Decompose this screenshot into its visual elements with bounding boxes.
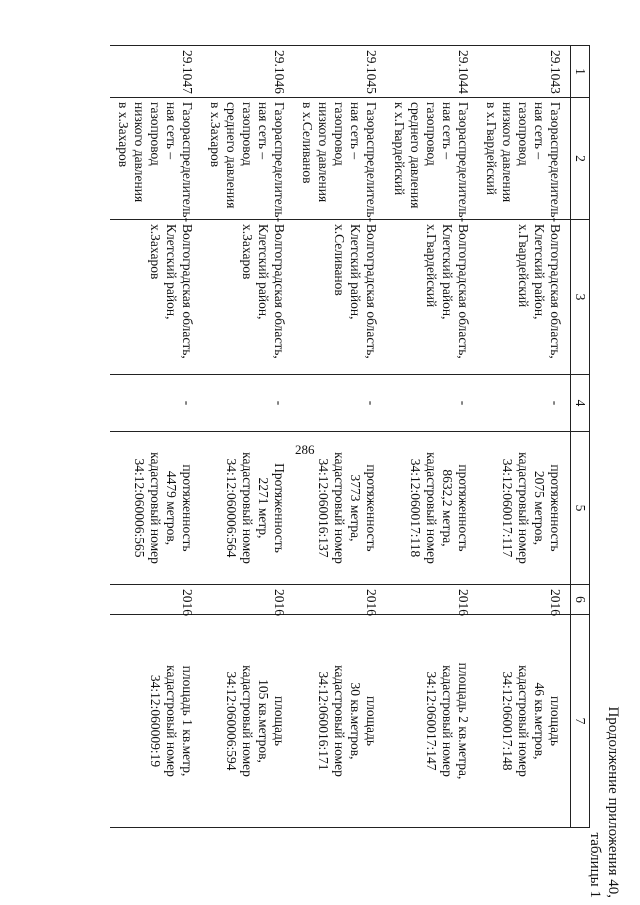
row-year: 2016 bbox=[387, 585, 479, 615]
table-row bbox=[479, 46, 571, 828]
row-length: протяженность 3773 метра, кадастровый номер 34:12:060016:137 bbox=[295, 432, 387, 585]
row-name: Газораспределитель- ная сеть – газопровод низкого давления в х.Захаров bbox=[111, 98, 203, 220]
row-year: 2016 bbox=[111, 585, 203, 615]
row-id: 29.1047 bbox=[111, 46, 203, 98]
header-col-6: 6 bbox=[571, 585, 590, 615]
row-length: протяженность 4479 метров, кадастровый номер 34:12:060006:565 bbox=[111, 432, 203, 585]
row-col4: - bbox=[111, 375, 203, 432]
row-address: Волгоградская область, Клетский район, х.Селиванов bbox=[295, 220, 387, 375]
row-address: Волгоградская область, Клетский район, х.Гвардейский bbox=[387, 220, 479, 375]
header-col-2: 2 bbox=[571, 98, 590, 220]
table-row bbox=[295, 46, 387, 828]
row-area: площадь 1 кв.метр, кадастровый номер 34:12:060009:19 bbox=[111, 615, 203, 828]
row-id: 29.1046 bbox=[203, 46, 295, 98]
table-row bbox=[111, 46, 203, 828]
row-area: площадь 46 кв.метров, кадастровый номер 34:12:060017:148 bbox=[479, 615, 571, 828]
row-id: 29.1043 bbox=[479, 46, 571, 98]
row-name: Газораспределитель- ная сеть – газопровод низкого давления в х.Селиванов bbox=[295, 98, 387, 220]
row-length: протяженность 8632,2 метра, кадастровый номер 34:12:060017:118 bbox=[387, 432, 479, 585]
table-caption: Продолжение приложения 40, таблицы 1 bbox=[587, 706, 621, 898]
row-address: Волгоградская область, Клетский район, х.Захаров bbox=[203, 220, 295, 375]
header-col-1: 1 bbox=[571, 46, 590, 98]
row-id: 29.1045 bbox=[295, 46, 387, 98]
row-area: площадь 105 кв.метров, кадастровый номер 34:12:060006:594 bbox=[203, 615, 295, 828]
row-year: 2016 bbox=[203, 585, 295, 615]
row-id: 29.1044 bbox=[387, 46, 479, 98]
header-col-7: 7 bbox=[571, 615, 590, 828]
row-year: 2016 bbox=[295, 585, 387, 615]
row-area: площадь 2 кв.метра, кадастровый номер 34:12:060017:147 bbox=[387, 615, 479, 828]
row-name: Газораспределитель- ная сеть – газопровод среднего давления в х.Захаров bbox=[203, 98, 295, 220]
header-row bbox=[571, 46, 590, 828]
header-col-4: 4 bbox=[571, 375, 590, 432]
row-name: Газораспределитель- ная сеть – газопровод низкого давления в х.Гвардейский bbox=[479, 98, 571, 220]
row-year: 2016 bbox=[479, 585, 571, 615]
row-col4: - bbox=[387, 375, 479, 432]
row-col4: - bbox=[479, 375, 571, 432]
row-length: протяженность 2075 метров, кадастровый номер 34:12:060017:117 bbox=[479, 432, 571, 585]
row-address: Волгоградская область, Клетский район, х.Гвардейский bbox=[479, 220, 571, 375]
row-col4: - bbox=[203, 375, 295, 432]
table-row bbox=[387, 46, 479, 828]
row-address: Волгоградская область, Клетский район, х.Захаров bbox=[111, 220, 203, 375]
table-row bbox=[203, 46, 295, 828]
row-col4: - bbox=[295, 375, 387, 432]
page-number: 286 bbox=[295, 442, 315, 457]
row-name: Газораспределитель- ная сеть – газопровод среднего давления к х.Гвардейский bbox=[387, 98, 479, 220]
header-col-5: 5 bbox=[571, 432, 590, 585]
objects-table bbox=[111, 45, 591, 828]
row-area: площадь 30 кв.метров, кадастровый номер 34:12:060016:171 bbox=[295, 615, 387, 828]
row-length: Протяженность 2271 метр, кадастровый номер 34:12:060006:564 bbox=[203, 432, 295, 585]
header-col-3: 3 bbox=[571, 220, 590, 375]
